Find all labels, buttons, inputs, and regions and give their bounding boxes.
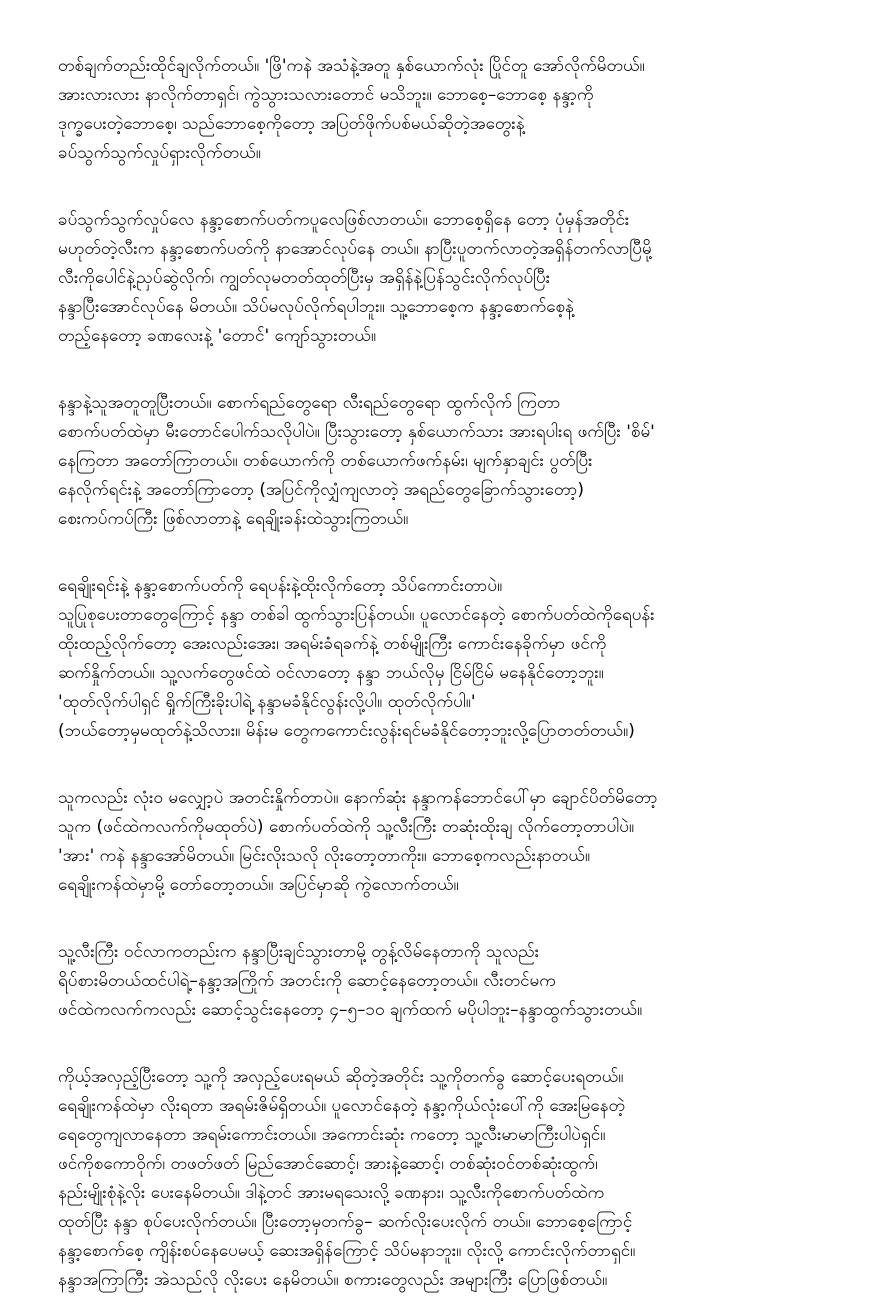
- paragraph-5: [58, 784, 832, 900]
- text-line: သူကလည်း လုံးဝ မလျှော့ပဲ အတင်းနှိုက်တာပဲ။ နောက်ဆုံး နန္ဒာကန်ဘောင်ပေါ်မှာ ချောင်ပိတ်မိတော့: [58, 788, 658, 808]
- text-line: နေကြတာ အတော်ကြာတယ်။ တစ်ယောက်ကို တစ်ယောက်ဖက်နမ်း၊ မျက်နှာချင်း ပွတ်ပြီး: [58, 451, 593, 471]
- text-line: ဖင်ကိုစကောဝိုက်၊ တဖတ်ဖတ် မြည်အောင်ဆောင့်၊ အားနဲ့ဆောင့်၊ တစ်ဆုံးဝင်တစ်ဆုံးထွက်၊: [58, 1154, 598, 1174]
- text-line: သူ့လီးကြီး ဝင်လာကတည်းက နန္ဒာပြီးချင်သွားတာမို့ တွန့်လိမ်နေတာကို သူလည်း: [58, 942, 540, 962]
- paragraph-1: [58, 52, 832, 168]
- text-line: ရေချိုးကန်ထဲမှာ လိုးရတာ အရမ်းဇိမ်ရှိတယ်။ ပူလောင်နေတဲ့ နန္ဒာ့ကိုယ်လုံးပေါ်ကို အေးမြနေတဲ့: [58, 1096, 626, 1116]
- text-line: စေးကပ်ကပ်ကြီး ဖြစ်လာတာနဲ့ ရေချိုးခန်းထဲသွားကြတယ်။: [58, 509, 409, 529]
- text-line: ရေချိုးကန်ထဲမှာမို့ တော်တော့တယ်။ အပြင်မှာဆို ကွဲလောက်တယ်။: [58, 875, 459, 895]
- text-line: သူက (ဖင်ထဲကလက်ကိုမထုတ်ပဲ) စောက်ပတ်ထဲကို သူ့လီးကြီး တဆုံးထိုးချ လိုက်တော့တာပါပဲ။: [58, 817, 635, 837]
- text-line: ဖင်ထဲကလက်ကလည်း ဆောင့်သွင်းနေတော့ ၄–၅–၁၀ ချက်ထက် မပိုပါဘူး–နန္ဒာထွက်သွားတယ်။: [58, 1000, 643, 1020]
- text-line: ကိုယ့်အလှည့်ပြီးတော့ သူ့ကို အလှည့်ပေးရမယ် ဆိုတဲ့အတိုင်း သူ့ကိုတက်ခွ ဆောင့်ပေးရတယ်။: [58, 1067, 624, 1087]
- paragraph-3: [58, 389, 832, 534]
- text-line: ဆက်နှိုက်တယ်။ သူ့လက်တွေဖင်ထဲ ဝင်လာတော့ နန္ဒာ ဘယ်လိုမှ ငြိမ်ငြိမ် မနေနိုင်တော့ဘူး။: [58, 663, 604, 683]
- text-line: ထုတ်ပြီး နန္ဒာ စုပ်ပေးလိုက်တယ်။ ပြီးတော့မှတက်ခွ– ဆက်လိုးပေးလိုက် တယ်။ ဘောစေ့ကြောင့်: [58, 1212, 633, 1232]
- text-line: 'ထုတ်လိုက်ပါရှင် ရှိုက်ကြီးခိုးပါရဲ့ နန္ဒာမခံနိုင်လွန်းလို့ပါ။ ထုတ်လိုက်ပါ။': [58, 692, 476, 712]
- text-line: 'အား' ကနဲ နန္ဒာအော်မိတယ်။ မြင်းလိုးသလို လိုးတော့တာကိုး။ ဘောစေ့ကလည်းနာတယ်။: [58, 846, 590, 866]
- text-line: နန္ဒာနဲ့သူအတူတူပြီးတယ်။ စောက်ရည်တွေရော လီးရည်တွေရော ထွက်လိုက် ကြတာ: [58, 393, 561, 413]
- text-line: တည့်နေတော့ ခဏလေးနဲ့ 'တောင်' ကျော်သွားတယ်။: [58, 326, 377, 346]
- paragraph-4: [58, 572, 832, 746]
- text-line: အားလားလား နာလိုက်တာရှင်၊ ကွဲသွားသလားတောင် မသိဘူး။ ဘောစေ့–ဘောစေ့ နန္ဒာ့ကို: [58, 85, 594, 105]
- text-line: ခပ်သွက်သွက်လှုပ်ရှားလိုက်တယ်။: [58, 143, 261, 163]
- text-line: နန္ဒာ့စောက်စေ့ ကျိန်းစပ်နေပေမယ့် ဆေးအရှိန်ကြောင့် သိပ်မနာဘူး။ လိုးလို့ ကောင်းလိုက်တာရှင်။: [58, 1241, 636, 1261]
- text-line: နေလိုက်ရင်းနဲ့ အတော်ကြာတော့ (အပြင်ကိုလျှံကျလာတဲ့ အရည်တွေခြောက်သွားတော့): [58, 480, 585, 500]
- paragraph-7: [58, 1063, 832, 1295]
- text-line: ရေတွေကျလာနေတာ အရမ်းကောင်းတယ်။ အကောင်းဆုံး ကတော့ သူ့လီးမာမာကြီးပါပဲရှင်။: [58, 1125, 606, 1145]
- text-line: နန္ဒာအကြာကြီး အဲသည်လို လိုးပေး နေမိတယ်။ စကားတွေလည်း အများကြီး ပြောဖြစ်တယ်။: [58, 1270, 608, 1290]
- text-line: မဟုတ်တဲ့လီးက နန္ဒာ့စောက်ပတ်ကို နာအောင်လုပ်နေ တယ်။ နာပြီးပူတက်လာတဲ့အရှိန်တက်လာပြီမို့: [58, 239, 652, 259]
- text-line: လီးကိုပေါင်နဲ့ညှပ်ဆွဲလိုက်၊ ကျွတ်လုမတတ်ထုတ်ပြီးမှ အရှိန်နဲ့ပြန်သွင်းလိုက်လုပ်ပြီး: [58, 268, 551, 288]
- text-line: ဒုက္ခပေးတဲ့ဘောစေ့၊ သည်ဘောစေ့ကိုတော့ အပြတ်ဖိုက်ပစ်မယ်ဆိုတဲ့အတွေးနဲ့: [58, 114, 525, 134]
- text-line: ရိပ်စားမိတယ်ထင်ပါရဲ့–နန္ဒာ့အကြိုက် အတင်းကို ဆောင့်နေတော့တယ်။ လီးတင်မက: [58, 971, 556, 991]
- text-line: သူပြုစုပေးတာတွေကြောင့် နန္ဒာ တစ်ခါ ထွက်သွားပြန်တယ်။ ပူလောင်နေတဲ့ စောက်ပတ်ထဲကိုရေပန်း: [58, 605, 655, 625]
- paragraph-6: [58, 938, 832, 1025]
- text-line: နန္ဒာပြီးအောင်လုပ်နေ မိတယ်။ သိပ်မလုပ်လိုက်ရပါဘူး။ သူ့ဘောစေ့က နန္ဒာ့စောက်စေ့နဲ့: [58, 297, 574, 317]
- paragraph-2: [58, 206, 832, 351]
- text-line: (ဘယ်တော့မှမထုတ်နဲ့သိလား။ မိန်းမ တွေကကောင်းလွန်းရင်မခံနိုင်တော့ဘူးလို့ပြောတတ်တယ်။): [58, 721, 635, 741]
- text-line: ထိုးထည့်လိုက်တော့ အေးလည်းအေး၊ အရမ်းခံရခက်နဲ့ တစ်မျိုးကြီး ကောင်းနေခိုက်မှာ ဖင်ကို: [58, 634, 607, 654]
- text-line: စောက်ပတ်ထဲမှာ မီးတောင်ပေါက်သလိုပါပဲ။ ပြီးသွားတော့ နှစ်ယောက်သား အားရပါးရ ဖက်ပြီး 'စိမ်': [58, 422, 655, 442]
- text-line: ရေချိုးရင်းနဲ့ နန္ဒာ့စောက်ပတ်ကို ရေပန်းနဲ့ထိုးလိုက်တော့ သိပ်ကောင်းတာပဲ။: [58, 576, 503, 596]
- text-line: တစ်ချက်တည်းထိုင်ချလိုက်တယ်။ 'ဖြိ'ကနဲ အသံနဲ့အတူ နှစ်ယောက်လုံး ပြိုင်တူ အော်လိုက်မိတယ်။: [58, 56, 645, 76]
- text-line: ခပ်သွက်သွက်လှုပ်လေ နန္ဒာ့စောက်ပတ်ကပူလေဖြစ်လာတယ်။ ဘောစေ့ရှိနေ တော့ ပုံမှန်အတိုင်း: [58, 210, 630, 230]
- text-line: နည်းမျိုးစုံနဲ့လိုး ပေးနေမိတယ်။ ဒါနဲ့တင် အားမရသေးလို့ ခဏနား၊ သူ့လီးကိုစောက်ပတ်ထဲက: [58, 1183, 605, 1203]
